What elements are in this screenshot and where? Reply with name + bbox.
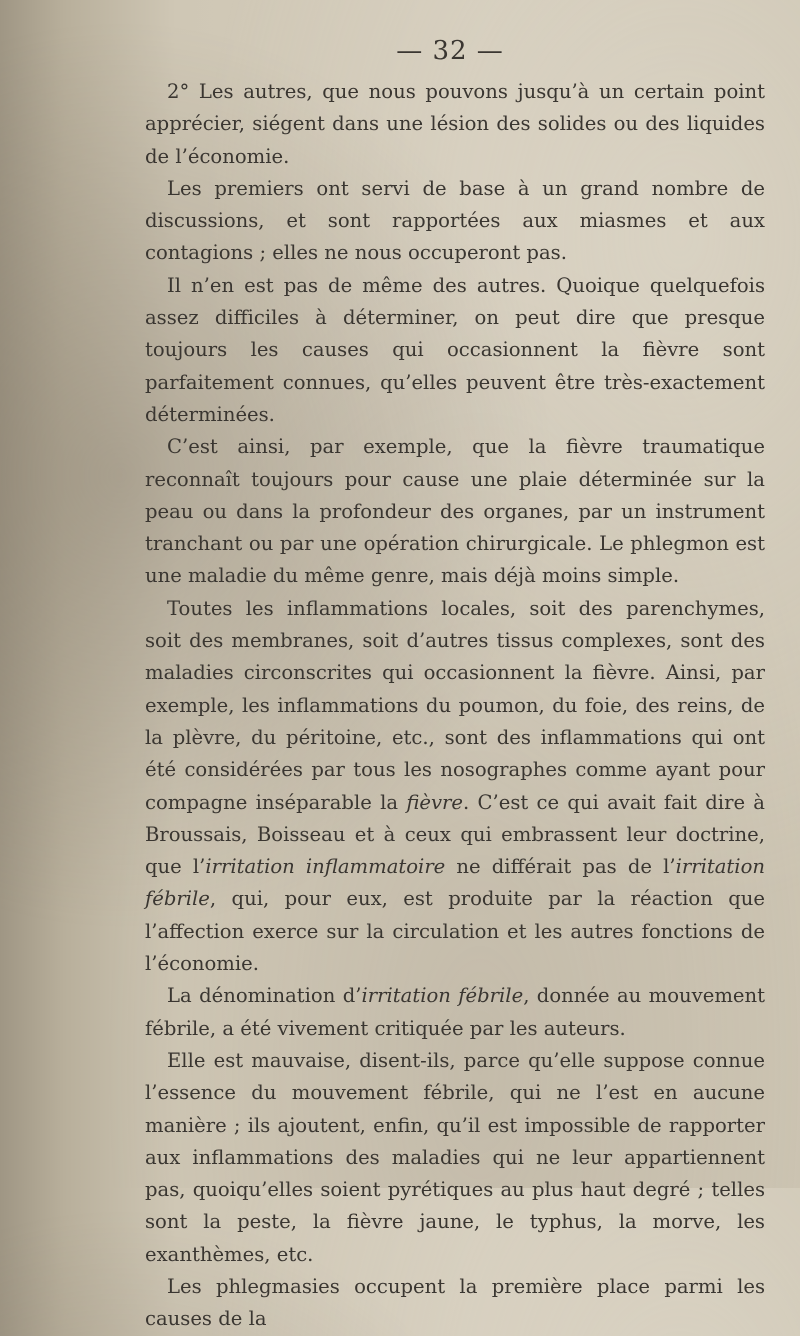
paragraph-p6 (145, 980, 765, 1045)
text-run: , donnée au mouvement fébrile, a été vivement critiquée par les auteurs. (145, 984, 765, 1040)
text-run: 2° Les autres, que nous pouvons jusqu’à un certain point apprécier, siégent dans une lésion des solides ou des liquides de l’économie. (145, 80, 765, 168)
page-number: — 32 — (396, 36, 504, 66)
italic-text: irritation fébrile (361, 984, 524, 1008)
text-run: ne différait pas de l’ (445, 855, 676, 879)
text-run: C’est ainsi, par exemple, que la fièvre traumatique reconnaît toujours pour cause une plaie déterminée sur la peau ou dans la profondeur des organes, par un instrument tranchant ou par une opération chirurgicale. Le phlegmon est une maladie du même genre, mais déjà moins simple. (145, 435, 765, 588)
text-run: Les premiers ont servi de base à un grand nombre de discussions, et sont rapportées aux miasmes et aux contagions ; elles ne nous occuperont pas. (145, 176, 765, 265)
text-run: Toutes les inflammations locales, soit des parenchymes, soit des membranes, soit d’autres tissus complexes, sont des maladies circonscrites qui occasionnent la fièvre. Ainsi, par exemple, les inflammations du poumon, du foie, des reins, de la plèvre, du péritoine, etc., sont des inflammations qui ont été considérées par tous les nosographes comme ayant pour compagne inséparable la (145, 596, 765, 814)
paragraph-p3 (145, 270, 765, 431)
paragraph-p2 (145, 173, 765, 270)
text-run: Elle est mauvaise, disent-ils, parce qu’elle suppose connue l’essence du mouvement fébrile, qui ne l’est en aucune manière ; ils ajoutent, enfin, qu’il est impossible de rapporter aux inflammations des maladies qui ne leur appartiennent pas, quoiqu’elles soient pyrétiques au plus haut degré ; telles sont la peste, la fièvre jaune, le typhus, la morve, les exanthèmes, etc. (145, 1048, 765, 1266)
paragraph-p8 (145, 1271, 765, 1336)
text-run: Les phlegmasies occupent la première place parmi les causes de la (145, 1274, 765, 1331)
paragraph-p5 (145, 593, 765, 981)
paragraph-p1 (145, 76, 765, 173)
italic-text: irritation fébrile (145, 855, 765, 911)
text-run: . C’est ce qui avait fait dire à Broussais, Boisseau et à ceux qui embrassent leur doctrine, que l’ (145, 790, 765, 879)
body-text (145, 76, 765, 1336)
italic-text: irritation inflammatoire (205, 855, 446, 879)
text-run: , qui, pour eux, est produite par la réaction que l’affection exerce sur la circulation et les autres fonctions de l’économie. (145, 887, 765, 976)
paragraph-p7 (145, 1045, 765, 1271)
text-run: Il n’en est pas de même des autres. Quoique quelquefois assez difficiles à déterminer, on peut dire que presque toujours les causes qui occasionnent la fièvre sont parfaitement connues, qu’elles peuvent être très-exactement déterminées. (145, 273, 765, 426)
italic-text: fièvre (406, 790, 464, 814)
paragraph-p4 (145, 431, 765, 592)
text-run: La dénomination d’ (167, 984, 362, 1008)
